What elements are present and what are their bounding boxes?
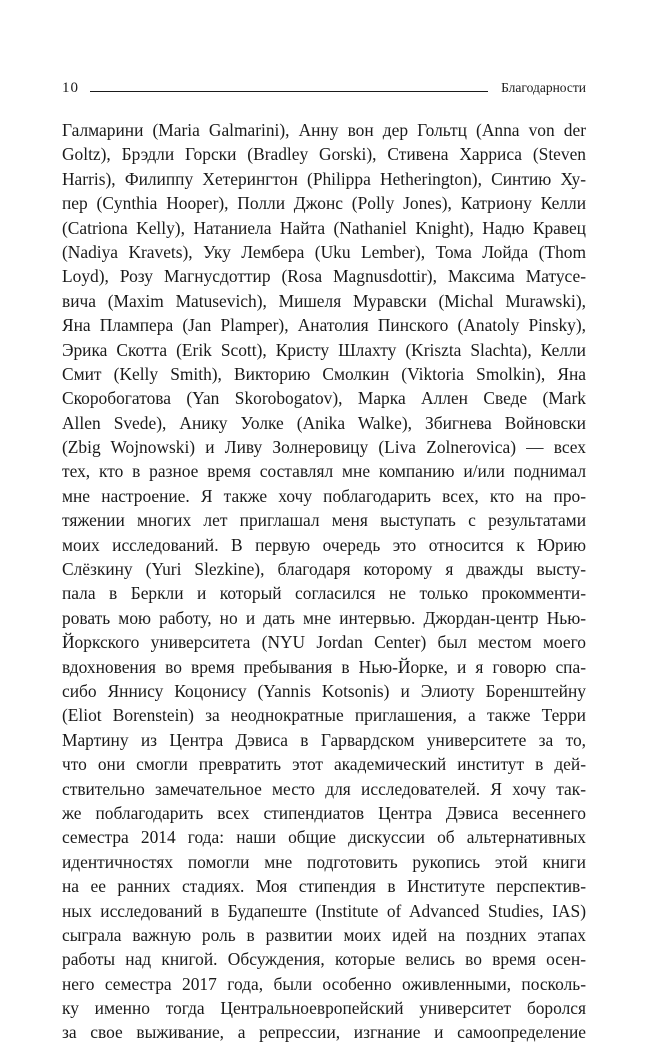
text-line: пала в Беркли и который согласился не только прокомменти- bbox=[62, 583, 586, 604]
text-line: Слёзкину (Yuri Slezkine), благодаря которому я дважды высту- bbox=[62, 559, 586, 580]
text-line: Мартину из Центра Дэвиса в Гарвардском университете за то, bbox=[62, 729, 586, 750]
text-line: сыграла важную роль в развитии моих идей на поздних этапах bbox=[62, 924, 586, 945]
text-line: что они смогли превратить этот академический институт в дей- bbox=[62, 754, 586, 775]
text-line: Скоробогатова (Yan Skorobogatov), Марка Аллен Сведе (Mark bbox=[62, 388, 586, 409]
text-line: тех, кто в разное время составлял мне компанию и/или поднимал bbox=[62, 461, 586, 482]
text-line: идентичностях помогли мне подготовить рукопись этой книги bbox=[62, 851, 586, 872]
text-line: Галмарини (Maria Galmarini), Анну вон дер Гольтц (Anna von der bbox=[62, 120, 586, 140]
text-line: моих исследований. В первую очередь это относится к Юрию bbox=[62, 534, 586, 555]
text-line: (Zbig Wojnowski) и Ливу Золнеровицу (Liva Zolnerovica) — всех bbox=[62, 437, 586, 458]
running-header bbox=[62, 78, 586, 100]
text-line: него семестра 2017 года, были особенно оживленными, посколь- bbox=[62, 973, 586, 994]
text-line: (Nadiya Kravets), Уку Лембера (Uku Lember), Тома Лойда (Thom bbox=[62, 241, 586, 262]
text-line: сибо Яннису Коцонису (Yannis Kotsonis) и Элиоту Боренштейну bbox=[62, 680, 586, 701]
header-rule bbox=[90, 91, 488, 92]
text-line: Смит (Kelly Smith), Викторию Смолкин (Viktoria Smolkin), Яна bbox=[62, 363, 586, 384]
text-line: ных исследований в Будапеште (Institute of Advanced Studies, IAS) bbox=[62, 900, 586, 921]
text-line: работы над книгой. Обсуждения, которые велись во время осен- bbox=[62, 949, 586, 970]
text-line: ровать мою работу, но и дать мне интервью. Джордан-центр Нью- bbox=[62, 607, 586, 628]
text-line: семестра 2014 года: наши общие дискуссии об альтернативных bbox=[62, 827, 586, 848]
text-line: Harris), Филиппу Хетерингтон (Philippa Hetherington), Синтию Ху- bbox=[62, 168, 586, 189]
text-line: (Eliot Borenstein) за неоднократные приглашения, а также Терри bbox=[62, 705, 586, 726]
text-line: Йоркского университета (NYU Jordan Center) был местом моего bbox=[62, 632, 586, 653]
text-line: вдохновения во время пребывания в Нью-Йорке, и я говорю спа- bbox=[62, 656, 586, 677]
text-line: ку именно тогда Центральноевропейский университет боролся bbox=[62, 998, 586, 1019]
text-line: на ее ранних стадиях. Моя стипендия в Институте перспектив- bbox=[62, 876, 586, 897]
text-line: мне настроение. Я также хочу поблагодарить всех, кто на про- bbox=[62, 485, 586, 506]
text-line: Яна Плампера (Jan Plamper), Анатолия Пинского (Anatoly Pinsky), bbox=[62, 315, 586, 336]
page-number: 10 bbox=[62, 80, 79, 96]
text-line: же поблагодарить всех стипендиатов Центра Дэвиса весеннего bbox=[62, 802, 586, 823]
text-line: ствительно замечательное место для исследователей. Я хочу так- bbox=[62, 778, 586, 799]
text-line: за свое выживание, а репрессии, изгнание и самоопределение bbox=[62, 1022, 586, 1043]
text-line: Allen Svede), Анику Уолке (Anika Walke), Збигнева Войновски bbox=[62, 412, 586, 433]
running-title: Благодарности bbox=[501, 80, 586, 95]
text-line: (Catriona Kelly), Натаниела Найта (Nathaniel Knight), Надю Кравец bbox=[62, 217, 586, 238]
text-line: тяжении многих лет приглашал меня выступать с результатами bbox=[62, 510, 586, 531]
body-text bbox=[62, 118, 586, 1045]
text-line: Loyd), Розу Магнусдоттир (Rosa Magnusdottir), Максима Матусе- bbox=[62, 266, 586, 287]
text-line: вича (Maxim Matusevich), Мишеля Муравски (Michal Murawski), bbox=[62, 290, 586, 311]
text-line: Эрика Скотта (Erik Scott), Кристу Шлахту (Kriszta Slachta), Келли bbox=[62, 339, 586, 360]
text-line: Goltz), Брэдли Горски (Bradley Gorski), Стивена Харриса (Steven bbox=[62, 144, 586, 165]
text-line: пер (Cynthia Hooper), Полли Джонс (Polly Jones), Катриону Келли bbox=[62, 193, 586, 214]
